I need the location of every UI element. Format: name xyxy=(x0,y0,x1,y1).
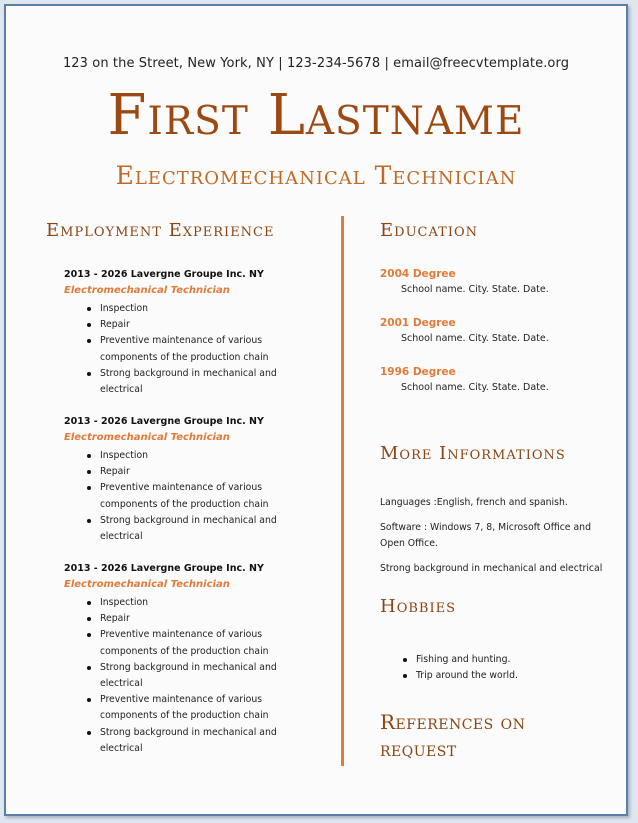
more-info-section-title: More Informations xyxy=(380,443,566,464)
duty-list xyxy=(64,301,334,398)
hobby-item: Fishing and hunting. xyxy=(416,652,518,668)
duty-item: Inspection xyxy=(100,301,280,317)
languages-text: Languages :English, french and spanish. xyxy=(380,497,568,508)
degree-label: 1996 Degree xyxy=(380,366,456,378)
duty-item: Preventive maintenance of various components of the production chain xyxy=(100,480,280,512)
job-heading: 2013 - 2026 Lavergne Groupe Inc. NY xyxy=(64,563,264,574)
education-entry-1 xyxy=(380,266,610,298)
references-heading: References on request xyxy=(380,710,526,761)
education-entry-2 xyxy=(380,315,610,347)
job-heading: 2013 - 2026 Lavergne Groupe Inc. NY xyxy=(64,269,264,280)
duty-item: Preventive maintenance of various components of the production chain xyxy=(100,333,280,365)
job-title: Electromechanical Technician xyxy=(115,161,517,190)
education-section-title: Education xyxy=(380,220,478,241)
school-info: School name. City. State. Date. xyxy=(401,382,549,393)
duty-item: Strong background in mechanical and electrical xyxy=(100,725,280,757)
column-divider xyxy=(341,216,344,766)
job-heading: 2013 - 2026 Lavergne Groupe Inc. NY xyxy=(64,416,264,427)
hobby-list xyxy=(380,652,518,684)
education-entry-3 xyxy=(380,364,610,396)
job-role: Electromechanical Technician xyxy=(64,432,230,443)
job-entry-3 xyxy=(64,561,334,757)
job-role: Electromechanical Technician xyxy=(64,285,230,296)
job-entry-2 xyxy=(64,414,334,545)
duty-item: Preventive maintenance of various components of the production chain xyxy=(100,692,280,724)
duty-item: Preventive maintenance of various components of the production chain xyxy=(100,627,280,659)
duty-item: Repair xyxy=(100,317,280,333)
software-text: Software : Windows 7, 8, Microsoft Office and Open Office. xyxy=(380,522,591,549)
duty-list xyxy=(64,595,334,757)
job-entry-1 xyxy=(64,267,334,398)
hobby-item: Trip around the world. xyxy=(416,668,518,684)
duty-item: Inspection xyxy=(100,595,280,611)
job-role: Electromechanical Technician xyxy=(64,579,230,590)
school-info: School name. City. State. Date. xyxy=(401,333,549,344)
duty-item: Repair xyxy=(100,611,280,627)
duty-item: Strong background in mechanical and electrical xyxy=(100,366,280,398)
degree-label: 2001 Degree xyxy=(380,317,456,329)
duty-item: Repair xyxy=(100,464,280,480)
duty-list xyxy=(64,448,334,545)
background-text: Strong background in mechanical and electrical xyxy=(380,563,603,574)
hobbies-section-title: Hobbies xyxy=(380,596,456,617)
contact-line: 123 on the Street, New York, NY | 123-234-5678 | email@freecvtemplate.org xyxy=(62,56,570,71)
duty-item: Strong background in mechanical and electrical xyxy=(100,660,280,692)
school-info: School name. City. State. Date. xyxy=(401,284,549,295)
degree-label: 2004 Degree xyxy=(380,268,456,280)
employment-section-title: Employment Experience xyxy=(46,220,275,241)
duty-item: Strong background in mechanical and electrical xyxy=(100,513,280,545)
applicant-name: First Lastname xyxy=(107,83,525,148)
duty-item: Inspection xyxy=(100,448,280,464)
resume-page xyxy=(4,4,628,816)
